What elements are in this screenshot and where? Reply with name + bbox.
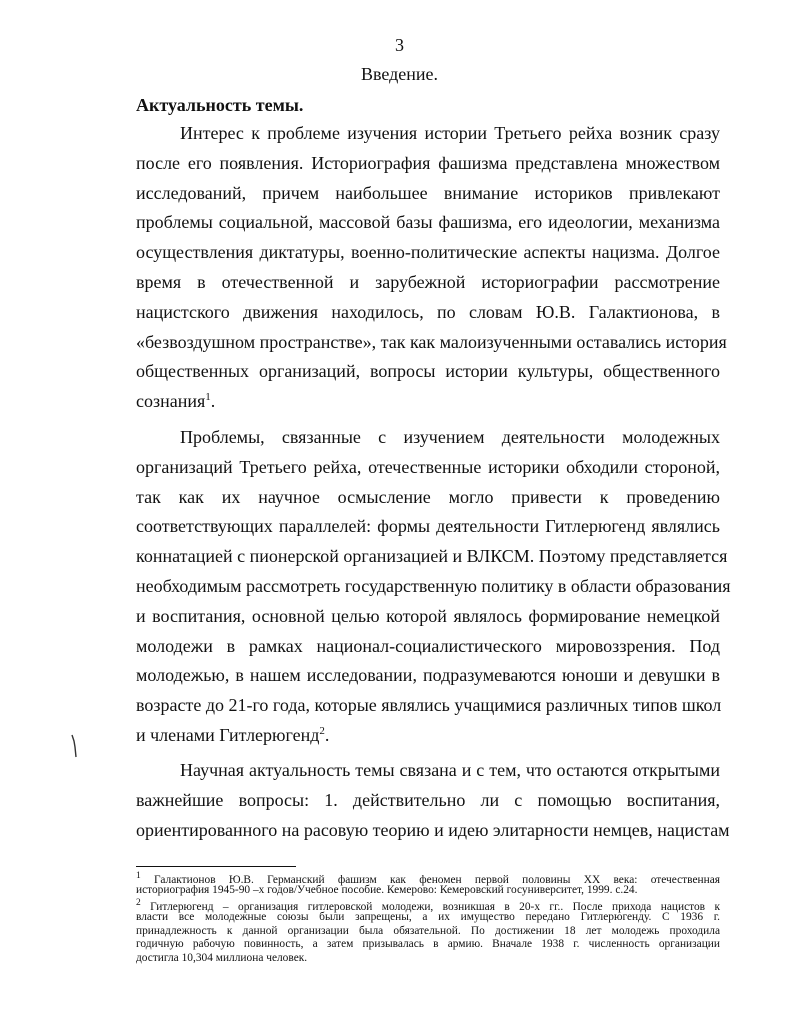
footnote-2 [136,897,720,965]
text-line: Научная актуальность темы связана и с тем, что остаются открытыми [180,760,720,780]
footnote-ref-1[interactable]: 1 [205,391,211,404]
text-line: организаций Третьего рейха, отечественные историки обходили стороной, [136,456,720,477]
page-number: 3 [395,35,404,55]
section-subheading: Актуальность темы. [136,95,304,115]
footnote-line: власти все молодежные союзы были запрещены, а их имущество передано Гитлерюгенду. С 1936 г. [136,911,720,924]
text-line: молодежью, в нашем исследовании, подразумеваются юноши и девушки в [136,665,720,686]
text-line: так как их научное осмысление могло привести к проведению [136,486,720,507]
footnote-line [136,897,720,914]
paragraph-2 [136,423,731,751]
text-line: и воспитания, основной целью которой являлось формирование немецкой [136,605,720,626]
text-line [136,721,720,751]
footnote-line: историография 1945-90 –х годов/Учебное пособие. Кемерово: Кемеровский госуниверситет, 1999. с.24. [136,883,638,896]
text-line: Интерес к проблеме изучения истории Третьего рейха возник сразу [180,123,720,143]
line-text: и членами Гитлерюгенд [136,724,320,745]
text-line: проблемы социальной, массовой базы фашизма, его идеологии, механизма [136,212,720,233]
footnote-marker: 2 [136,898,141,909]
text-line: нацистского движения находилось, по словам Ю.В. Галактионова, в [136,301,720,322]
page-heading: Введение. [360,64,439,84]
scan-mark-icon [70,733,78,759]
line-text: сознания [136,391,206,412]
footnote-line: принадлежность к данной организации была обязательной. По достижении 18 лет молодежь проходила [136,924,720,937]
text-line: необходимым рассмотреть государственную политику в области образования [136,575,731,596]
footnote-ref-2[interactable]: 2 [319,724,325,737]
text-line: «безвоздушном пространстве», так как малоизученными оставались история [136,331,727,352]
footnotes [136,870,720,966]
text-line: после его появления. Историография фашизма представлена множеством [136,152,720,173]
text-line: Проблемы, связанные с изучением деятельности молодежных [180,427,720,447]
text-line: исследований, причем наибольшее внимание историков привлекают [136,182,720,203]
line-punctuation: . [324,724,330,745]
text-line: важнейшие вопросы: 1. действительно ли с помощью воспитания, [136,789,720,810]
footnote-1 [136,870,720,897]
footnote-text: Гитлерюгенд – организация гитлеровской молодежи, возникшая в 20-х гг.. После прихода нацистов к [140,901,720,914]
text-line: коннатацией с пионерской организацией и ВЛКСМ. Поэтому представляется [136,546,728,567]
text-line: время в отечественной и зарубежной историографии рассмотрение [136,271,720,292]
text-line: осуществления диктатуры, военно-политические аспекты нацизма. Долгое [136,242,720,263]
paragraph-3 [136,756,730,845]
footnote-divider [136,866,296,867]
text-line: соответствующих параллелей: формы деятельности Гитлерюгенд являлись [136,516,720,537]
paragraph-1 [136,119,727,417]
footnote-line [136,870,720,884]
text-line: ориентированного на расовую теорию и идею элитарности немцев, нацистам [136,819,730,840]
footnote-marker: 1 [136,871,141,881]
text-line [136,387,720,417]
text-line: общественных организаций, вопросы истории культуры, общественного [136,361,720,382]
footnote-text: Галактионов Ю.В. Германский фашизм как феномен первой половины XX века: отечественная [140,873,720,886]
line-punctuation: . [210,391,216,412]
footnote-line: достигла 10,304 миллиона человек. [136,952,308,965]
text-line: возрасте до 21-го года, которые являлись учащимися различных типов школ [136,695,722,716]
footnote-line: годичную рабочую повинность, а затем призывалась в армию. Вначале 1938 г. численность организации [136,938,720,951]
text-line: молодежи в рамках национал-социалистического мировоззрения. Под [136,635,720,656]
